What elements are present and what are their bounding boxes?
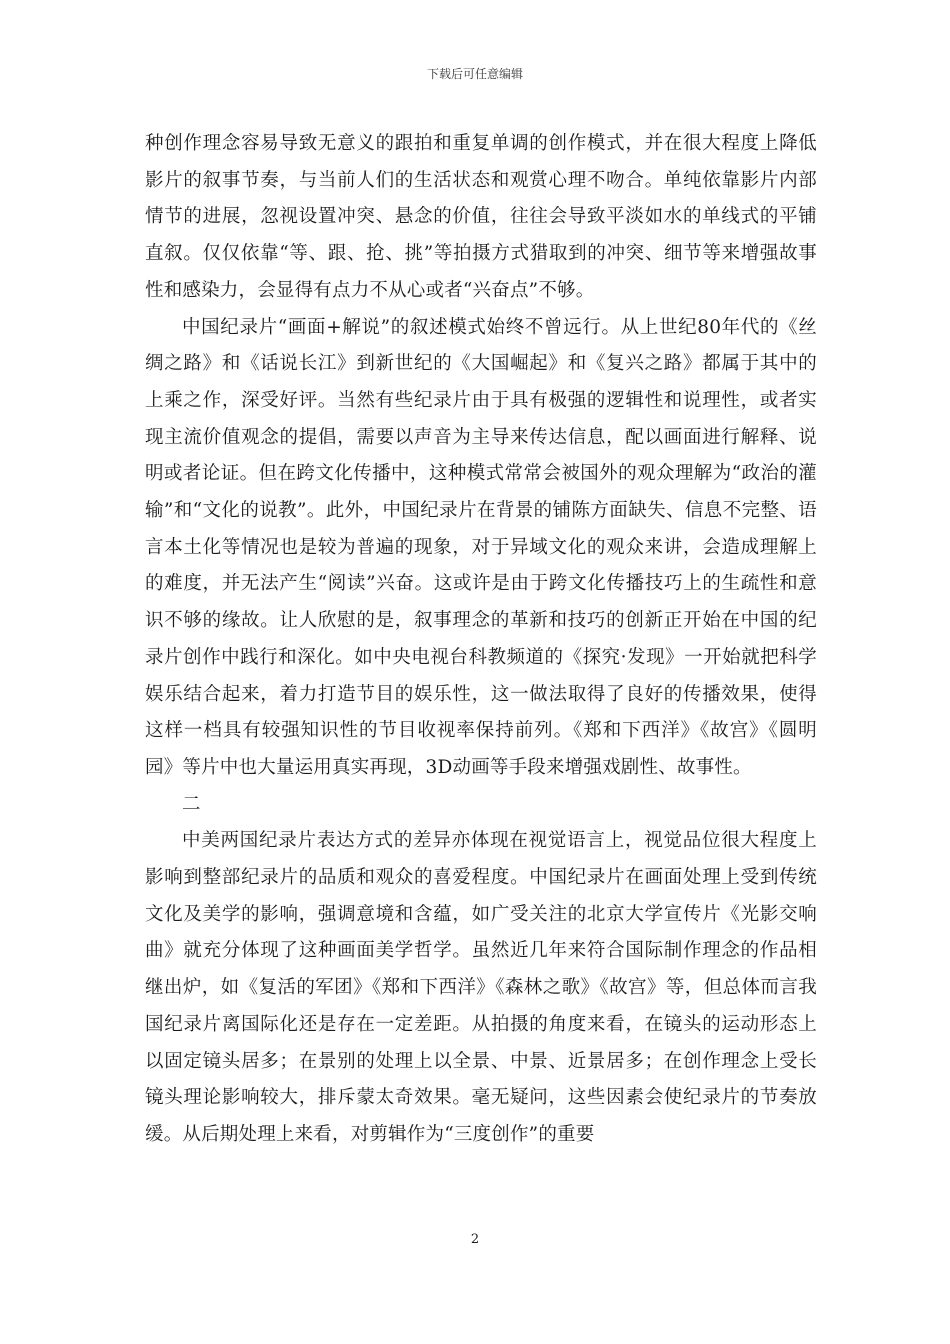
section-number: 二 xyxy=(182,793,201,815)
body-paragraph-1: 种创作理念容易导致无意义的跟拍和重复单调的创作模式，并在很大程度上降低影片的叙事节奏，与当前人们的生活状态和观赏心理不吻合。单纯依靠影片内部情节的进展，忽视设置冲突、悬念的价值，往往会导致平淡如水的单线式的平铺直叙。仅仅依靠“等、跟、抢、挑”等拍摄方式猎取到的冲突、细节等来增强故事性和感染力，会显得有点力不从心或者“兴奋点”不够。 xyxy=(145,133,817,301)
body-paragraph-2: 中国纪录片“画面+解说”的叙述模式始终不曾远行。从上世纪80年代的《丝绸之路》和《话说长江》到新世纪的《大国崛起》和《复兴之路》都属于其中的上乘之作，深受好评。当然有些纪录片由于具有极强的逻辑性和说理性，或者实现主流价值观念的提倡，需要以声音为主导来传达信息，配以画面进行解释、说明或者论证。但在跨文化传播中，这种模式常常会被国外的观众理解为“政治的灌输”和“文化的说教”。此外，中国纪录片在背景的铺陈方面缺失、信息不完整、语言本土化等情况也是较为普遍的现象，对于异域文化的观众来讲，会造成理解上的难度，并无法产生“阅读”兴奋。这或许是由于跨文化传播技巧上的生疏性和意识不够的缘故。让人欣慰的是，叙事理念的革新和技巧的创新正开始在中国的纪录片创作中践行和深化。如中央电视台科教频道的《探究·发现》一开始就把科学娱乐结合起来，着力打造节目的娱乐性，这一做法取得了良好的传播效果，使得这样一档具有较强知识性的节目收视率保持前列。《郑和下西洋》《故宫》《圆明园》等片中也大量运用真实再现，3D动画等手段来增强戏剧性、故事性。 xyxy=(145,316,817,778)
page-number: 2 xyxy=(470,1232,480,1247)
body-paragraph-3: 中美两国纪录片表达方式的差异亦体现在视觉语言上，视觉品位很大程度上影响到整部纪录片的品质和观众的喜爱程度。中国纪录片在画面处理上受到传统文化及美学的影响，强调意境和含蕴，如广受关注的北京大学宣传片《光影交响曲》就充分体现了这种画面美学哲学。虽然近几年来符合国际制作理念的作品相继出炉，如《复活的军团》《郑和下西洋》《森林之歌》《故宫》等，但总体而言我国纪录片离国际化还是存在一定差距。从拍摄的角度来看，在镜头的运动形态上以固定镜头居多；在景别的处理上以全景、中景、近景居多；在创作理念上受长镜头理论影响较大，排斥蒙太奇效果。毫无疑问，这些因素会使纪录片的节奏放缓。从后期处理上来看，对剪辑作为“三度创作”的重要 xyxy=(145,830,817,1145)
document-body xyxy=(145,126,817,1154)
page-header: 下载后可任意编辑 xyxy=(426,67,523,81)
